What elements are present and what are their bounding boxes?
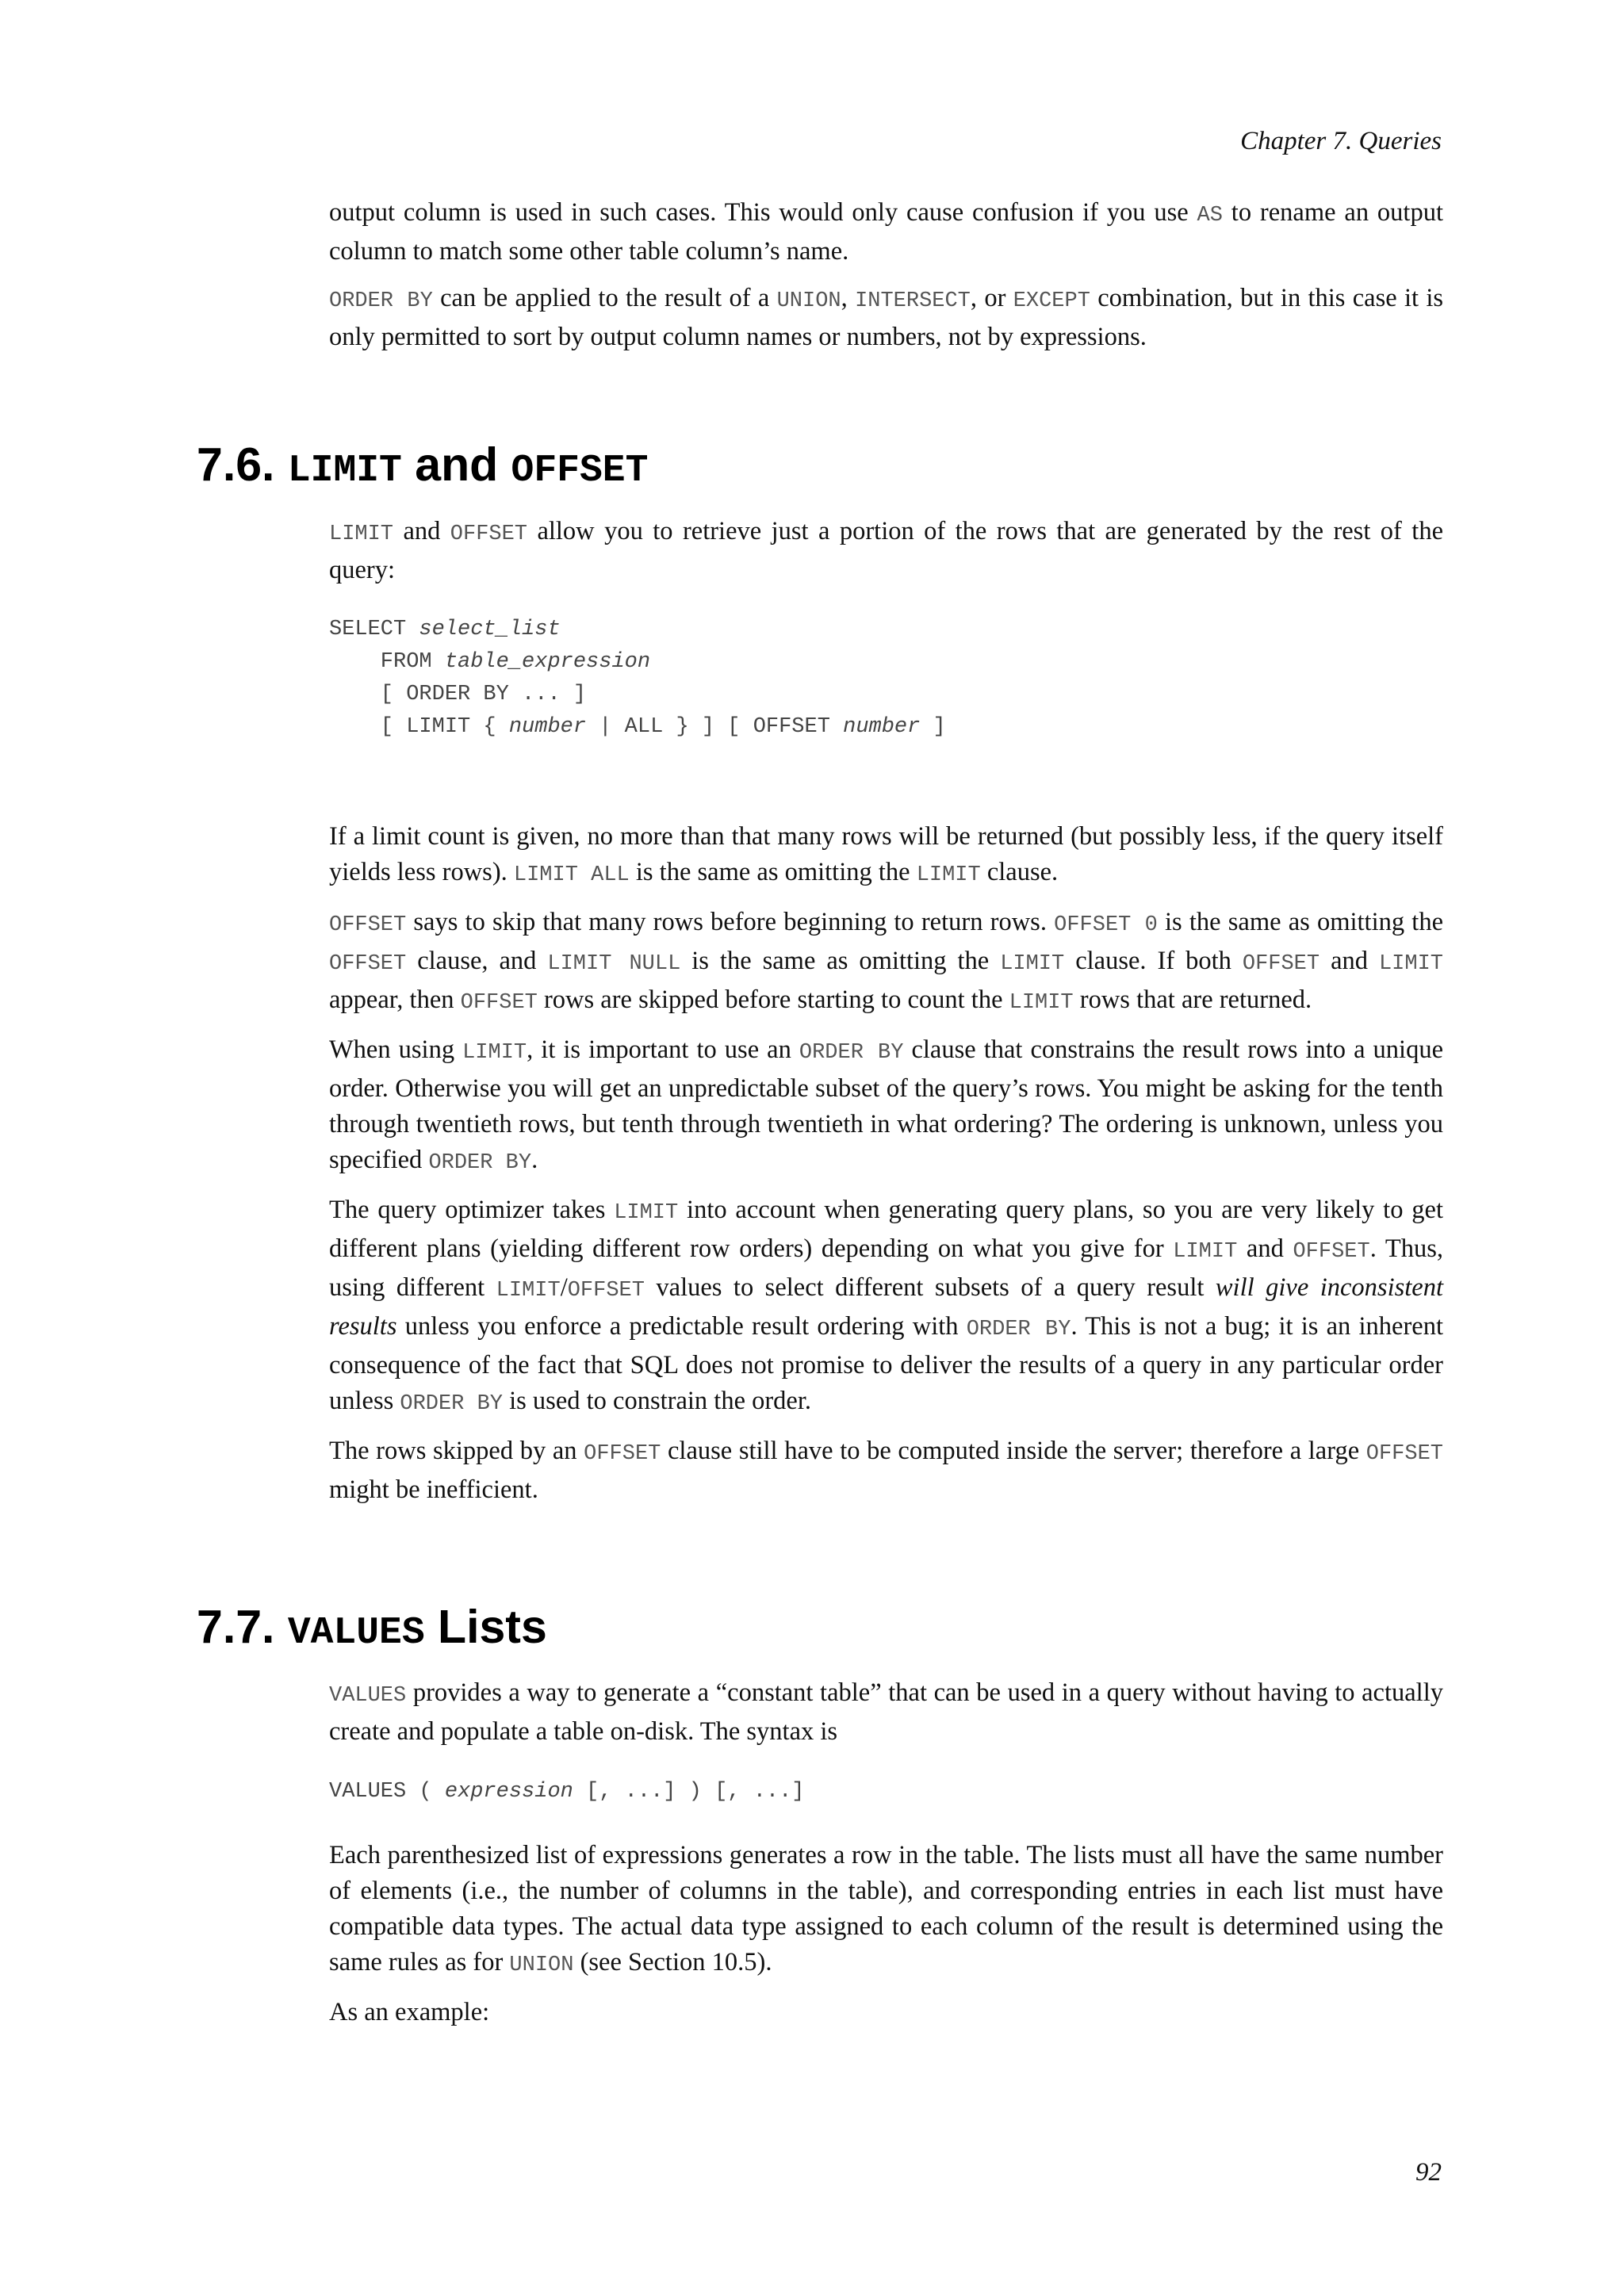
paragraph: output column is used in such cases. This would only cause confusion if you use AS to rename an output column to match some other table column’s name. bbox=[329, 198, 1443, 266]
page-number: 92 bbox=[1415, 2158, 1442, 2187]
paragraph: VALUES provides a way to generate a “constant table” that can be used in a query without having to actually create and populate a table on-disk. The syntax is bbox=[329, 1678, 1443, 1746]
section-7-7-body bbox=[329, 1675, 1443, 1761]
running-header: Chapter 7. Queries bbox=[1240, 127, 1442, 155]
section-7-7-body-2 bbox=[329, 1838, 1443, 2042]
program-listing: SELECT select_list FROM table_expression [ ORDER BY ... ] [ LIMIT { number | ALL } ] [ OFFSET number ] bbox=[329, 618, 946, 739]
paragraph: ORDER BY can be applied to the result of a UNION, INTERSECT, or EXCEPT combination, but in this case it is only permitted to sort by output column names or numbers, not by expressions. bbox=[329, 284, 1444, 351]
section-7-6-body bbox=[329, 514, 1443, 599]
paragraph: When using LIMIT, it is important to use an ORDER BY clause that constrains the result rows into a unique order. Otherwise you will get an unpredictable subset of the query’s rows. You might be asking for the tenth through twentieth rows, but tenth through twentieth in what ordering? The ordering is unknown, unless you specified ORDER BY. bbox=[329, 1035, 1444, 1175]
paragraph: The rows skipped by an OFFSET clause still have to be computed inside the server; therefore a large OFFSET might be inefficient. bbox=[329, 1437, 1443, 1504]
paragraph: The query optimizer takes LIMIT into account when generating query plans, so you are very likely to get different plans (yielding different row orders) depending on what you give for LIMIT and OFFSET. Thus, using different LIMIT/OFFSET values to select different subsets of a query result will give inconsistent results unless you enforce a predictable result ordering with ORDER BY. This is not a bug; it is an inherent consequence of the fact that SQL does not promise to deliver the results of a query in any particular order unless ORDER BY is used to constrain the order. bbox=[329, 1196, 1443, 1416]
paragraph: OFFSET says to skip that many rows before beginning to return rows. OFFSET 0 is the same as omitting the OFFSET clause, and LIMIT NULL is the same as omitting the LIMIT clause. If both OFFSET and LIMIT appear, then OFFSET rows are skipped before starting to count the LIMIT rows that are returned. bbox=[329, 908, 1444, 1015]
section-7-6-body-2 bbox=[329, 819, 1443, 1519]
paragraph: LIMIT and OFFSET allow you to retrieve just a portion of the rows that are generated by the rest of the query: bbox=[329, 517, 1443, 584]
code-block-values bbox=[329, 1776, 1443, 1808]
program-listing: VALUES ( expression [, ...] ) [, ...] bbox=[329, 1780, 805, 1804]
code-block-select bbox=[329, 614, 1443, 744]
section-heading-7-6: 7.6. LIMIT and OFFSET bbox=[197, 438, 649, 492]
paragraph: As an example: bbox=[329, 1998, 490, 2026]
paragraph: Each parenthesized list of expressions generates a row in the table. The lists must all have the same number of elements (i.e., the number of columns in the table), and corresponding entries in each list must have compatible data types. The actual data type assigned to each column of the result is determined using the same rules as for UNION (see Section 10.5). bbox=[329, 1841, 1443, 1977]
section-heading-7-7: 7.7. VALUES Lists bbox=[197, 1601, 547, 1655]
paragraph: If a limit count is given, no more than that many rows will be returned (but possibly less, if the query itself yields less rows). LIMIT ALL is the same as omitting the LIMIT clause. bbox=[329, 822, 1443, 887]
intro-block bbox=[329, 195, 1443, 366]
